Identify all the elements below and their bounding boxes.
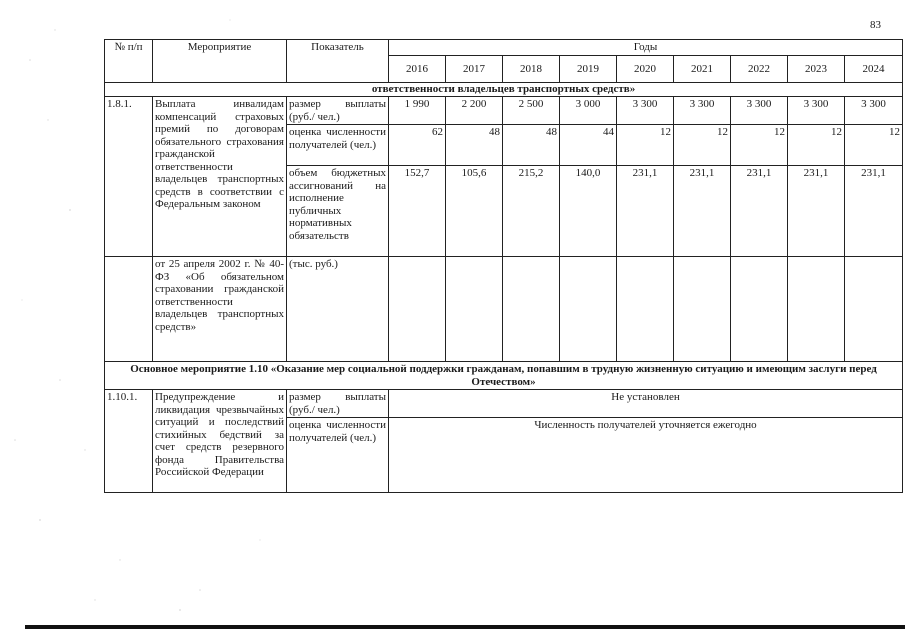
table-row (105, 390, 903, 418)
value-cell: 12 (845, 125, 903, 166)
value-cell: 215,2 (503, 166, 560, 257)
indicator-label: оценка численности получателей (чел.) (287, 418, 389, 493)
value-cell: 231,1 (845, 166, 903, 257)
activity-description: Выплата инвалидам компенсаций страховых премий по договорам обязательного страхования гражданской ответственности владельцев транспортных средств в соответствии с Федеральным законом (153, 97, 287, 257)
value-cell: 140,0 (560, 166, 617, 257)
value-cell: 2 500 (503, 97, 560, 125)
bottom-scan-edge (25, 625, 905, 629)
value-cell: 3 300 (731, 97, 788, 125)
indicator-label: объем бюджетных ассигнований на исполнение публичных нормативных обязательств (287, 166, 389, 257)
value-cell: 12 (731, 125, 788, 166)
value-cell: 3 000 (560, 97, 617, 125)
empty-cell (503, 257, 560, 362)
header-year: 2019 (560, 56, 617, 83)
value-cell: 3 300 (788, 97, 845, 125)
value-cell: 2 200 (446, 97, 503, 125)
empty-cell (845, 257, 903, 362)
section-title: ответственности владельцев транспортных средств» (105, 83, 903, 97)
empty-cell (389, 257, 446, 362)
value-cell: 48 (503, 125, 560, 166)
activity-description: Предупреждение и ликвидация чрезвычайных ситуаций и последствий стихийных бедствий за счет средств резервного фонда Правительства Российской Федерации (153, 390, 287, 493)
header-year: 2023 (788, 56, 845, 83)
value-cell: 12 (788, 125, 845, 166)
header-activity: Мероприятие (153, 40, 287, 83)
activity-description: от 25 апреля 2002 г. № 40-ФЗ «Об обязательном страховании гражданской ответственности владельцев транспортных средств» (153, 257, 287, 362)
header-year: 2024 (845, 56, 903, 83)
empty-cell (788, 257, 845, 362)
value-cell: 12 (617, 125, 674, 166)
empty-cell (105, 257, 153, 362)
indicator-label: размер выплаты (руб./ чел.) (287, 390, 389, 418)
indicator-label: размер выплаты (руб./ чел.) (287, 97, 389, 125)
value-cell: 231,1 (731, 166, 788, 257)
value-cell: 1 990 (389, 97, 446, 125)
value-cell: 105,6 (446, 166, 503, 257)
header-years-label: Годы (389, 40, 903, 56)
item-number: 1.8.1. (105, 97, 153, 257)
header-year: 2016 (389, 56, 446, 83)
empty-cell (617, 257, 674, 362)
indicator-label: оценка численности получателей (чел.) (287, 125, 389, 166)
header-year: 2021 (674, 56, 731, 83)
table-row (105, 97, 903, 125)
value-cell: 12 (674, 125, 731, 166)
header-indicator: Показатель (287, 40, 389, 83)
section-row (105, 83, 903, 97)
section-title: Основное мероприятие 1.10 «Оказание мер социальной поддержки гражданам, попавшим в трудную жизненную ситуацию и имеющим заслуги перед Отечеством» (105, 362, 903, 390)
indicator-label: (тыс. руб.) (287, 257, 389, 362)
value-cell: 231,1 (788, 166, 845, 257)
note-cell: Не установлен (389, 390, 903, 418)
note-cell: Численность получателей уточняется ежегодно (389, 418, 903, 493)
empty-cell (560, 257, 617, 362)
header-num: № п/п (105, 40, 153, 83)
value-cell: 3 300 (845, 97, 903, 125)
item-number: 1.10.1. (105, 390, 153, 493)
value-cell: 231,1 (674, 166, 731, 257)
value-cell: 231,1 (617, 166, 674, 257)
empty-cell (674, 257, 731, 362)
program-table (104, 39, 903, 493)
value-cell: 3 300 (674, 97, 731, 125)
value-cell: 3 300 (617, 97, 674, 125)
table-row (105, 257, 903, 362)
empty-cell (446, 257, 503, 362)
section-row (105, 362, 903, 390)
header-row-1 (105, 40, 903, 56)
header-year: 2018 (503, 56, 560, 83)
value-cell: 44 (560, 125, 617, 166)
header-year: 2022 (731, 56, 788, 83)
value-cell: 48 (446, 125, 503, 166)
page-number: 83 (870, 19, 881, 31)
header-year: 2017 (446, 56, 503, 83)
value-cell: 152,7 (389, 166, 446, 257)
empty-cell (731, 257, 788, 362)
value-cell: 62 (389, 125, 446, 166)
header-year: 2020 (617, 56, 674, 83)
